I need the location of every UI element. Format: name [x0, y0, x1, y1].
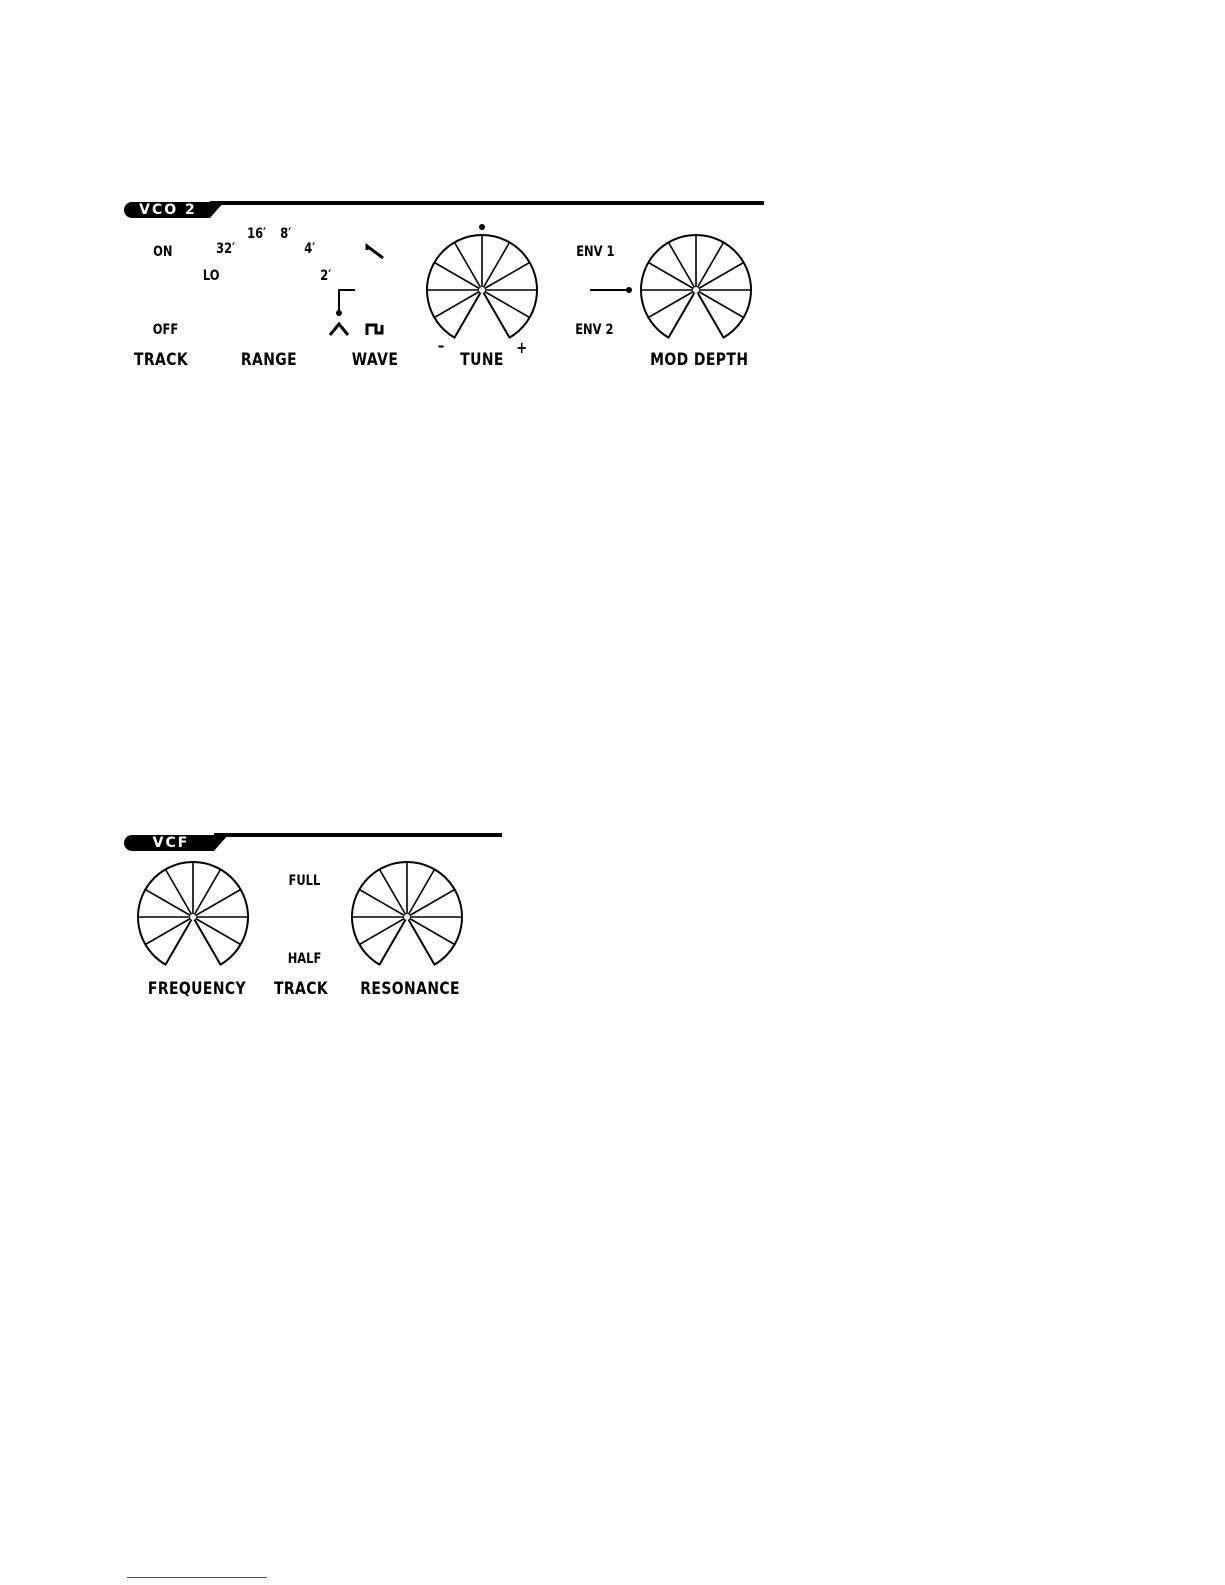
range-8-label: 8′ — [280, 226, 292, 242]
footer-link-underline[interactable] — [127, 1577, 267, 1578]
vco2-badge-label: VCO 2 — [139, 202, 197, 218]
vcf-resonance-label: RESONANCE — [360, 979, 460, 999]
vco2-tune-label: TUNE — [460, 350, 504, 370]
range-4-label: 4′ — [304, 241, 316, 257]
resonance-knob[interactable] — [352, 862, 462, 965]
frequency-knob[interactable] — [138, 862, 248, 965]
wave-selector[interactable] — [336, 290, 355, 316]
vco2-track-on-label: ON — [153, 244, 173, 260]
vco2-range-label: RANGE — [240, 350, 298, 370]
vcf-badge-label: VCF — [152, 835, 190, 851]
mod-source-pivot — [626, 287, 632, 293]
vco2-track-label: TRACK — [133, 350, 189, 370]
range-32-label: 32′ — [216, 241, 236, 257]
vcf-track-half-label: HALF — [287, 951, 322, 967]
triangle-icon — [330, 324, 348, 335]
wave-selector-pivot — [336, 310, 342, 316]
tune-minus-label: – — [437, 336, 445, 355]
square-icon — [367, 325, 382, 335]
vcf-frequency-label: FREQUENCY — [147, 979, 247, 999]
sawtooth-icon — [367, 246, 383, 258]
knob-hub — [190, 914, 196, 920]
range-lo-label: LO — [202, 268, 220, 284]
mod-env1-label: ENV 1 — [576, 244, 615, 260]
vco2-wave-label: WAVE — [351, 350, 399, 370]
tune-plus-label: + — [516, 338, 528, 357]
tune-center-dot — [479, 224, 485, 230]
knob-hub — [479, 287, 485, 293]
knob-hub — [693, 287, 699, 293]
wave-selector-lever — [339, 290, 355, 313]
mod-depth-knob[interactable] — [641, 235, 751, 338]
range-16-label: 16′ — [247, 226, 267, 242]
mod-env2-label: ENV 2 — [575, 322, 614, 338]
vcf-track-label: TRACK — [273, 979, 329, 999]
vcf-track-full-label: FULL — [288, 873, 321, 889]
vco2-mod-depth-label: MOD DEPTH — [650, 350, 749, 370]
vco2-track-off-label: OFF — [152, 322, 179, 338]
knob-hub — [404, 914, 410, 920]
tune-knob[interactable] — [427, 235, 537, 338]
range-2-label: 2′ — [320, 268, 332, 284]
mod-source-switch[interactable] — [590, 287, 632, 293]
